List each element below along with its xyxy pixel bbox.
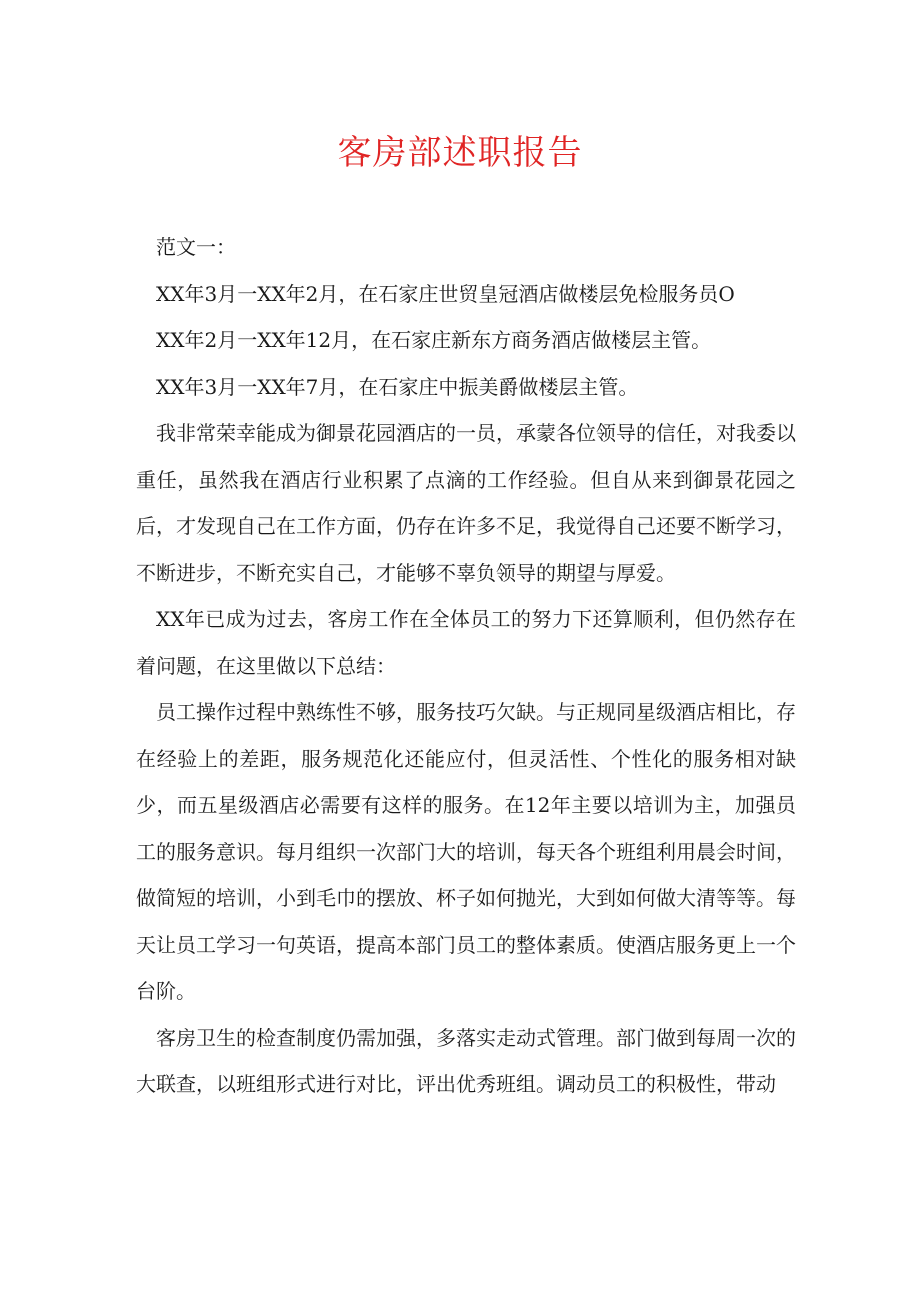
paragraph-hygiene-inspection: 客房卫生的检查制度仍需加强，多落实走动式管理。部门做到每周一次的大联查，以班组形式进行对比，评出优秀班组。调动员工的积极性，带动 (136, 1025, 796, 1096)
paragraph-introduction: 我非常荣幸能成为御景花园酒店的一员，承蒙各位领导的信任，对我委以重任，虽然我在酒店行业积累了点滴的工作经验。但自从来到御景花园之后，才发现自己在工作方面，仍存在许多不足，我觉得自己还要不断学习，不断进步，不断充实自己，才能够不辜负领导的期望与厚爱。 (136, 421, 796, 585)
paragraph-year-summary: XX年已成为过去，客房工作在全体员工的努力下还算顺利，但仍然存在着问题，在这里做以下总结： (136, 607, 796, 678)
paragraph-work-history-1: XX年3月一XX年2月，在石家庄世贸皇冠酒店做楼层免检服务员O (156, 281, 735, 306)
paragraph-staff-training: 员工操作过程中熟练性不够，服务技巧欠缺。与正规同星级酒店相比，存在经验上的差距，服务规范化还能应付，但灵活性、个性化的服务相对缺少，而五星级酒店必需要有这样的服务。在12年主要以培训为主，加强员工的服务意识。每月组织一次部门大的培训，每天各个班组利用晨会时间，做简短的培训，小到毛巾的摆放、杯子如何抛光，大到如何做大清等等。每天让员工学习一句英语，提高本部门员工的整体素质。使酒店服务更上一个台阶。 (136, 700, 796, 1003)
document-title: 客房部述职报告 (337, 133, 583, 173)
paragraph-sample-heading: 范文一： (156, 235, 236, 259)
paragraph-work-history-3: XX年3月一XX年7月，在石家庄中振美爵做楼层主管。 (156, 374, 639, 399)
paragraph-work-history-2: XX年2月一XX年12月，在石家庄新东方商务酒店做楼层主管。 (156, 328, 712, 352)
document-body (136, 224, 796, 1108)
